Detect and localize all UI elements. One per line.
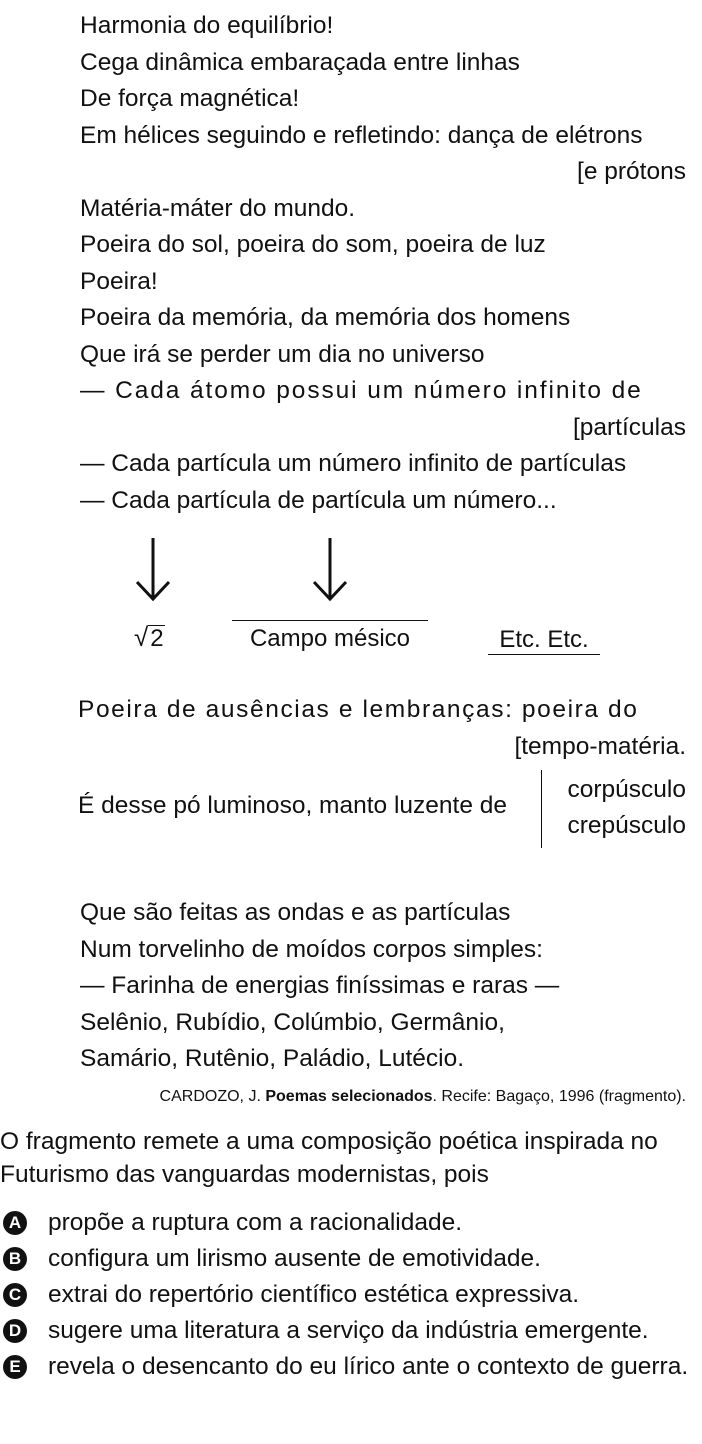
- option-letter-badge: A: [3, 1211, 27, 1235]
- poem-line: Num torvelinho de moídos corpos simples:: [80, 935, 543, 963]
- bracket-options: [568, 772, 686, 844]
- bracket-option: crepúsculo: [567, 812, 686, 839]
- option-text: configura um lirismo ausente de emotividade.: [48, 1245, 541, 1272]
- citation-title: Poemas selecionados: [265, 1088, 433, 1105]
- down-arrow-icon: [311, 536, 349, 602]
- poem-line: Poeira da memória, da memória dos homens: [80, 304, 571, 331]
- down-arrow-icon: [134, 536, 172, 602]
- option-text: sugere uma literatura a serviço da indústria emergente.: [48, 1317, 649, 1344]
- poem-line: Que são feitas as ondas e as partículas: [80, 899, 511, 926]
- poem-line-continuation: [tempo-matéria.: [514, 732, 686, 760]
- poem-stanza-2: [78, 692, 686, 765]
- option-text: extrai do repertório científico estética expressiva.: [48, 1281, 580, 1308]
- poem-line: Que irá se perder um dia no universo: [80, 340, 485, 368]
- citation-author: CARDOZO, J.: [159, 1088, 261, 1105]
- option-text: revela o desencanto do eu lírico ante o contexto de guerra.: [48, 1353, 689, 1380]
- poem-line: — Cada partícula de partícula um número...: [80, 486, 557, 514]
- poem-line: Em hélices seguindo e refletindo: dança de elétrons: [80, 121, 643, 149]
- poem-line: Poeira do sol, poeira do som, poeira de luz: [80, 231, 546, 258]
- answer-option-c[interactable]: [0, 1280, 690, 1310]
- bracket-divider: [541, 770, 542, 848]
- poem-line: Poeira!: [80, 267, 158, 295]
- answer-option-b[interactable]: [0, 1244, 690, 1274]
- side-watermark-strip: [692, 0, 700, 1444]
- option-letter-badge: C: [3, 1283, 27, 1307]
- square-root-value: 2: [150, 625, 164, 652]
- option-letter-badge: E: [3, 1355, 27, 1379]
- answer-option-a[interactable]: [0, 1208, 690, 1238]
- question-prompt: O fragmento remete a uma composição poética inspirada no Futurismo das vanguardas modernistas, pois: [0, 1128, 658, 1188]
- poem-line: — Farinha de energias finíssimas e raras —: [80, 972, 560, 999]
- poem-line: Matéria-máter do mundo.: [80, 194, 356, 222]
- square-root-icon: √: [134, 622, 149, 652]
- answer-option-e[interactable]: [0, 1352, 690, 1382]
- bracket-option: corpúsculo: [567, 776, 686, 803]
- answer-option-d[interactable]: [0, 1316, 690, 1346]
- poem-line: É desse pó luminoso, manto luzente de: [78, 792, 508, 819]
- answer-options: [0, 1208, 690, 1388]
- poem-line-spaced: Poeira de ausências e lembranças: poeira do: [78, 696, 639, 723]
- poem-stanza-3: [80, 895, 686, 1078]
- poem-line-continuation: [e prótons: [577, 158, 686, 185]
- poem-line: Cega dinâmica embaraçada entre linhas: [80, 48, 520, 76]
- poem-line: Samário, Rutênio, Paládio, Lutécio.: [80, 1045, 465, 1072]
- poem-line: Harmonia do equilíbrio!: [80, 12, 334, 39]
- poem-line: — Cada partícula um número infinito de partículas: [80, 450, 627, 477]
- option-text: propõe a ruptura com a racionalidade.: [48, 1209, 463, 1236]
- bracket-choice-line: [78, 770, 686, 850]
- square-root-expression: [134, 622, 165, 653]
- citation-rest: . Recife: Bagaço, 1996 (fragmento).: [432, 1088, 686, 1105]
- option-letter-badge: B: [3, 1247, 27, 1271]
- option-letter-badge: D: [3, 1319, 27, 1343]
- citation: [160, 1088, 686, 1106]
- poem-line: De força magnética!: [80, 85, 300, 112]
- etc-label: Etc. Etc.: [488, 626, 600, 655]
- poem-line-spaced: — Cada átomo possui um número infinito de: [80, 377, 643, 404]
- poem-line: Selênio, Rubídio, Colúmbio, Germânio,: [80, 1008, 505, 1036]
- campo-mesico-label: Campo mésico: [232, 620, 428, 653]
- visual-poem-figure: [0, 530, 702, 670]
- poem-stanza-1: [80, 8, 686, 519]
- poem-line-continuation: [partículas: [572, 413, 686, 441]
